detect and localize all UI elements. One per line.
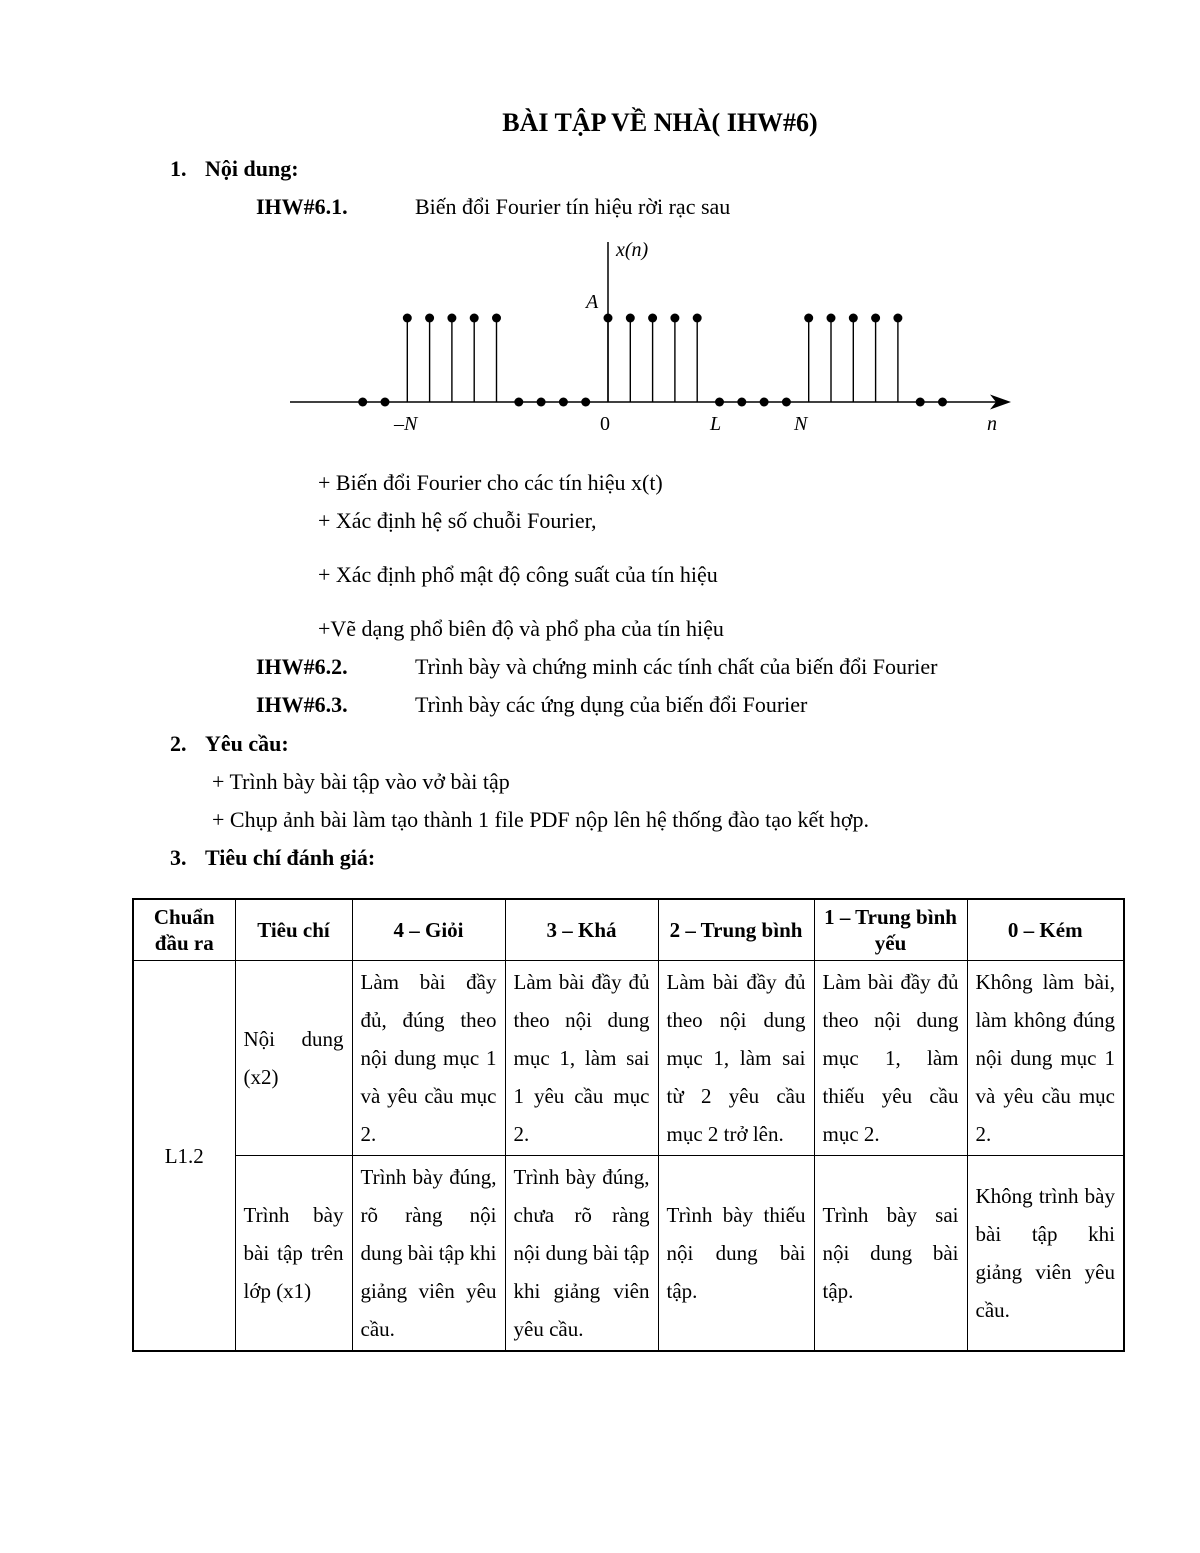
stem-dot [849, 314, 858, 323]
section-number: 3. [170, 845, 187, 870]
header-grade-1: 1 – Trung bình yếu [814, 899, 967, 961]
stem-dot [871, 314, 880, 323]
bullet-item: +Vẽ dạng phổ biên độ và phổ pha của tín hiệu [318, 616, 724, 641]
rubric-table [132, 898, 1125, 1352]
section-label: Tiêu chí đánh giá: [205, 845, 376, 870]
section-heading-requirements [170, 731, 289, 757]
tick-label-minus-n: –N [394, 413, 418, 435]
exercise-text: Trình bày và chứng minh các tính chất của biến đổi Fourier [415, 654, 938, 679]
exercise-text: Biến đổi Fourier tín hiệu rời rạc sau [415, 194, 731, 219]
stem-dot [604, 314, 613, 323]
bullet-item: + Biến đổi Fourier cho các tín hiệu x(t) [318, 470, 663, 495]
table-cell: Trình bày đúng, rõ ràng nội dung bài tập khi giảng viên yêu cầu. [352, 1156, 505, 1352]
bullet-item: + Xác định phổ mật độ công suất của tín hiệu [318, 562, 718, 587]
header-criterion: Tiêu chí [235, 899, 352, 961]
section-heading-content [170, 156, 299, 182]
criterion-cell: Nội dung (x2) [235, 961, 352, 1156]
table-cell: Trình bày sai nội dung bài tập. [814, 1156, 967, 1352]
zero-sample-dot [715, 398, 724, 407]
bullet-item: + Xác định hệ số chuỗi Fourier, [318, 508, 597, 533]
exercise-code: IHW#6.1. [256, 194, 348, 219]
zero-sample-dot [381, 398, 390, 407]
outcome-cell: L1.2 [133, 961, 235, 1352]
table-cell: Làm bài đầy đủ theo nội dung mục 1, làm sai 1 yêu cầu mục 2. [505, 961, 658, 1156]
table-cell: Làm bài đầy đủ, đúng theo nội dung mục 1 và yêu cầu mục 2. [352, 961, 505, 1156]
table-row [133, 961, 1124, 1156]
header-grade-3: 3 – Khá [505, 899, 658, 961]
tick-label-l: L [710, 413, 722, 435]
stem-dot [670, 314, 679, 323]
zero-sample-dot [559, 398, 568, 407]
requirement-item: + Chụp ảnh bài làm tạo thành 1 file PDF nộp lên hệ thống đào tạo kết hợp. [212, 807, 870, 832]
stem-dot [626, 314, 635, 323]
criterion-cell: Trình bày bài tập trên lớp (x1) [235, 1156, 352, 1352]
page-title: BÀI TẬP VỀ NHÀ( IHW#6) [502, 108, 818, 137]
zero-sample-dot [358, 398, 367, 407]
zero-sample-dot [581, 398, 590, 407]
header-grade-4: 4 – Giỏi [352, 899, 505, 961]
stem-dot [403, 314, 412, 323]
section-label: Nội dung: [205, 156, 299, 181]
exercise-code: IHW#6.3. [256, 692, 348, 717]
section-label: Yêu cầu: [205, 731, 289, 756]
stem-dot [447, 314, 456, 323]
x-axis-label: n [987, 413, 997, 435]
zero-sample-dot [782, 398, 791, 407]
section-heading-criteria [170, 845, 375, 871]
table-cell: Không làm bài, làm không đúng nội dung mục 1 và yêu cầu mục 2. [967, 961, 1124, 1156]
zero-sample-dot [760, 398, 769, 407]
section-number: 1. [170, 156, 187, 181]
exercise-code: IHW#6.2. [256, 654, 348, 679]
stem-dot [648, 314, 657, 323]
header-outcome: Chuẩn đầu ra [133, 899, 235, 961]
table-cell: Không trình bày bài tập khi giảng viên yêu cầu. [967, 1156, 1124, 1352]
table-row [133, 1156, 1124, 1352]
stem-dot [804, 314, 813, 323]
zero-sample-dot [938, 398, 947, 407]
exercise-text: Trình bày các ứng dụng của biến đổi Fourier [415, 692, 808, 717]
stem-dot [827, 314, 836, 323]
zero-sample-dot [537, 398, 546, 407]
stem-group [358, 314, 947, 407]
tick-label-n: N [794, 413, 808, 435]
amplitude-label: A [586, 291, 599, 313]
table-cell: Làm bài đầy đủ theo nội dung mục 1, làm sai từ 2 yêu cầu mục 2 trở lên. [658, 961, 814, 1156]
requirement-item: + Trình bày bài tập vào vở bài tập [212, 769, 510, 794]
stem-dot [425, 314, 434, 323]
zero-sample-dot [514, 398, 523, 407]
zero-sample-dot [916, 398, 925, 407]
zero-sample-dot [737, 398, 746, 407]
signal-plot [280, 236, 1020, 436]
table-cell: Làm bài đầy đủ theo nội dung mục 1, làm thiếu yêu cầu mục 2. [814, 961, 967, 1156]
stem-dot [693, 314, 702, 323]
table-cell: Trình bày đúng, chưa rõ ràng nội dung bài tập khi giảng viên yêu cầu. [505, 1156, 658, 1352]
header-grade-2: 2 – Trung bình [658, 899, 814, 961]
stem-dot [893, 314, 902, 323]
header-grade-0: 0 – Kém [967, 899, 1124, 961]
stem-dot [470, 314, 479, 323]
y-axis-label: x(n) [616, 239, 649, 261]
table-header-row [133, 899, 1124, 961]
stem-dot [492, 314, 501, 323]
tick-label-zero: 0 [600, 413, 610, 435]
table-cell: Trình bày thiếu nội dung bài tập. [658, 1156, 814, 1352]
section-number: 2. [170, 731, 187, 756]
